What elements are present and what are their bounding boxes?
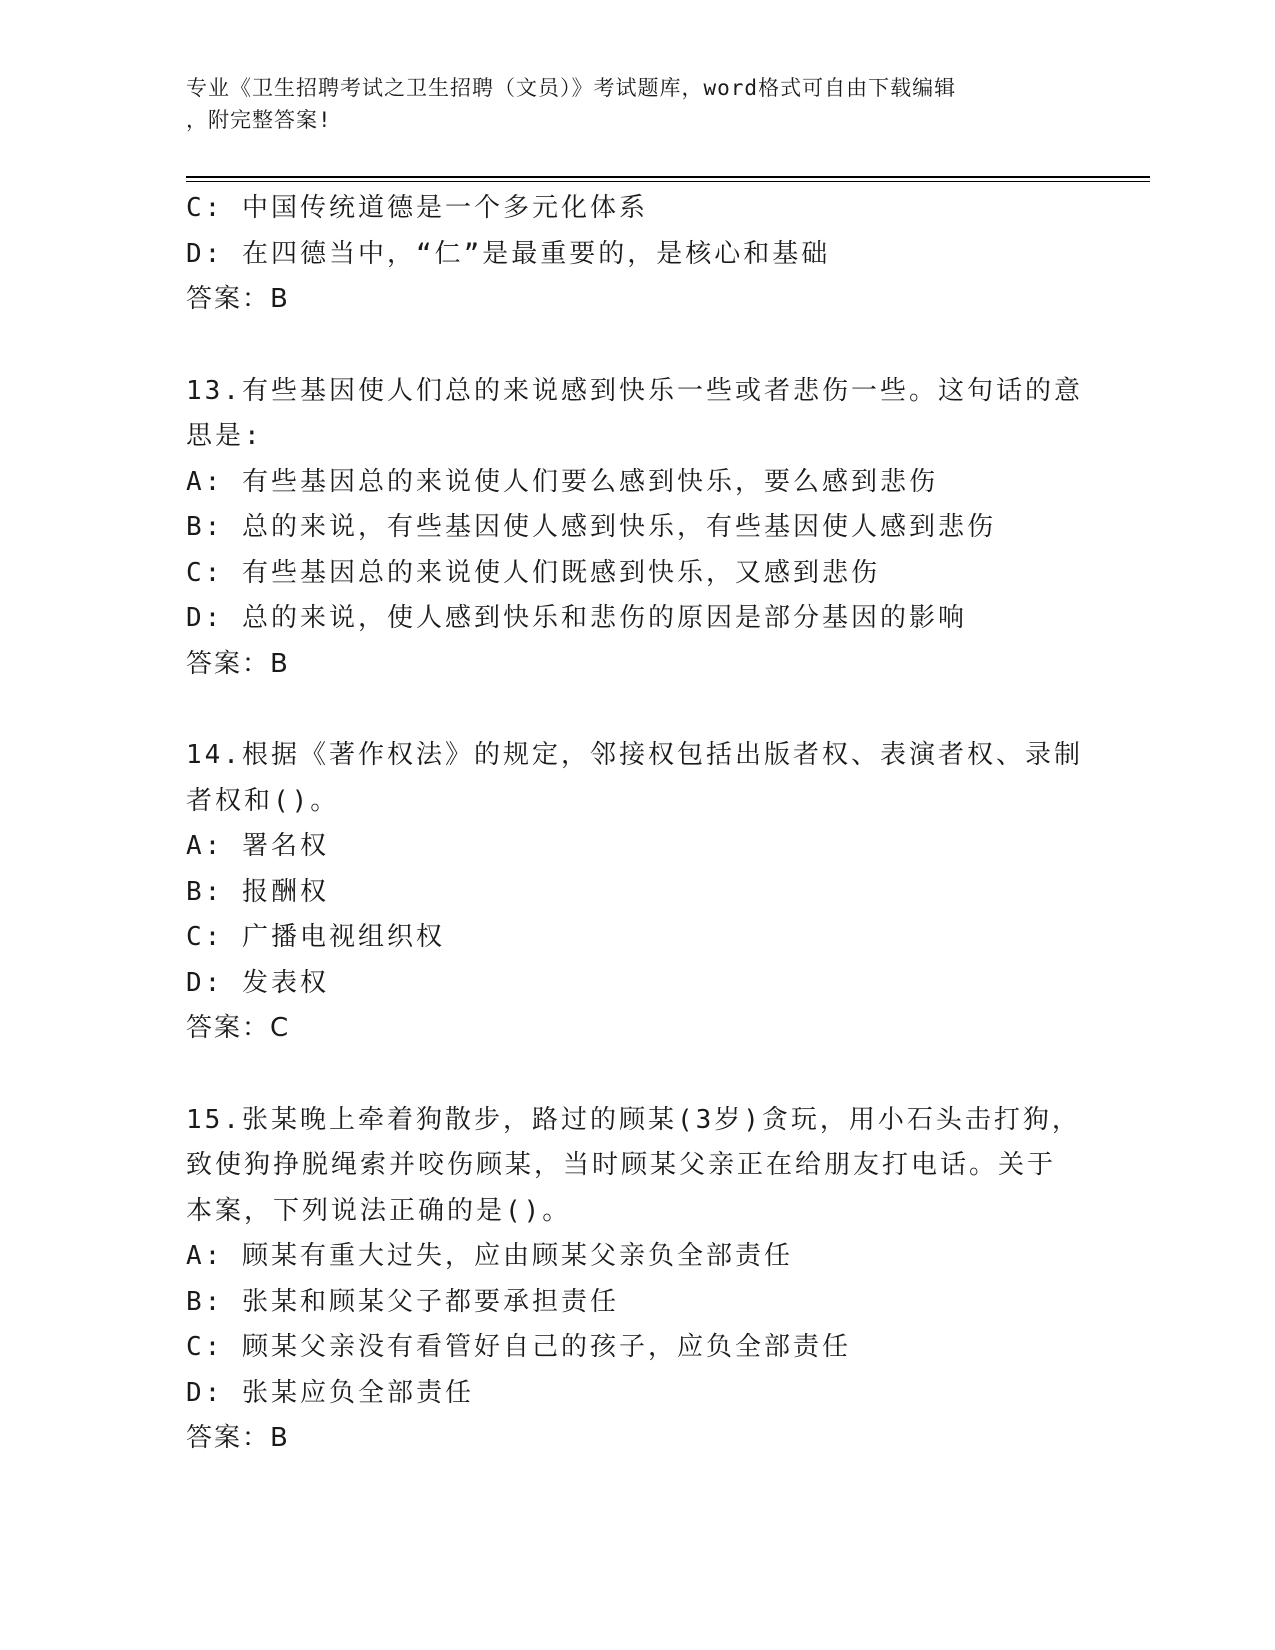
spacer — [186, 323, 1086, 369]
spacer — [186, 687, 1086, 733]
question-15 — [186, 1098, 1086, 1462]
answer-line: 答案：B — [186, 648, 290, 679]
option-d: D: 总的来说，使人感到快乐和悲伤的原因是部分基因的影响 — [186, 603, 967, 633]
answer-line: 答案：B — [186, 1423, 290, 1453]
question-stem-line: 思是: — [186, 421, 263, 451]
option-a: A: 顾某有重大过失，应由顾某父亲负全部责任 — [186, 1241, 793, 1271]
question-13 — [186, 369, 1086, 688]
question-stem-line: 致使狗挣脱绳索并咬伤顾某，当时顾某父亲正在给朋友打电话。关于 — [186, 1150, 1057, 1180]
answer-line: 答案：C — [186, 1013, 291, 1043]
option-c: C: 顾某父亲没有看管好自己的孩子，应负全部责任 — [186, 1332, 851, 1362]
spacer — [186, 1052, 1086, 1098]
option-b: B: 张某和顾某父子都要承担责任 — [186, 1286, 619, 1317]
header-rule-thin — [186, 181, 1150, 182]
option-c: C: 广播电视组织权 — [186, 922, 445, 952]
option-c: C: 有些基因总的来说使人们既感到快乐，又感到悲伤 — [186, 557, 880, 588]
option-b: B: 总的来说，有些基因使人感到快乐，有些基因使人感到悲伤 — [186, 512, 996, 542]
option-d: D: 张某应负全部责任 — [186, 1377, 474, 1408]
option-a: A: 有些基因总的来说使人们要么感到快乐，要么感到悲伤 — [186, 466, 938, 497]
document-body — [186, 186, 1086, 1462]
header-line-2: ，附完整答案! — [186, 108, 332, 132]
question-stem-line: 15.张某晚上牵着狗散步，路过的顾某(3岁)贪玩，用小石头击打狗， — [186, 1104, 1081, 1135]
question-14 — [186, 733, 1086, 1052]
document-header — [186, 72, 1066, 136]
question-stem-line: 者权和()。 — [186, 785, 340, 816]
option-b: B: 报酬权 — [186, 876, 329, 907]
question-stem-line: 14.根据《著作权法》的规定，邻接权包括出版者权、表演者权、录制 — [186, 740, 1083, 770]
header-line-1: 专业《卫生招聘考试之卫生招聘（文员）》考试题库，word格式可自由下载编辑 — [186, 76, 957, 100]
option-d: D: 发表权 — [186, 967, 329, 998]
question-stem-line: 13.有些基因使人们总的来说感到快乐一些或者悲伤一些。这句话的意 — [186, 375, 1083, 406]
option-a: A: 署名权 — [186, 831, 329, 861]
question-stem-line: 本案，下列说法正确的是()。 — [186, 1195, 572, 1226]
answer-line: 答案：B — [186, 284, 290, 314]
header-rule-thick — [186, 176, 1150, 178]
option-c: C: 中国传统道德是一个多元化体系 — [186, 193, 648, 223]
carryover-question — [186, 186, 1086, 323]
option-d: D: 在四德当中，“仁”是最重要的，是核心和基础 — [186, 238, 831, 269]
